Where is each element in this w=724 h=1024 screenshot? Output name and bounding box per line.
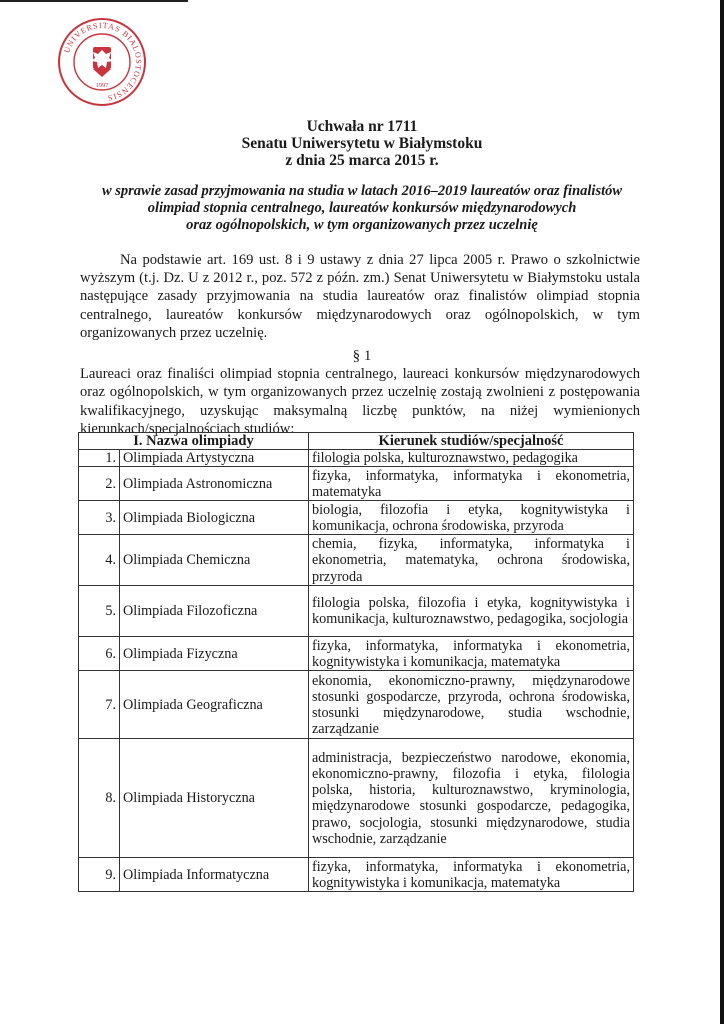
olympiad-name: Olimpiada Historyczna: [120, 739, 309, 858]
scan-top-line: [0, 0, 188, 2]
olympiad-name: Olimpiada Fizyczna: [120, 637, 309, 671]
field-of-study: filologia polska, filozofia i etyka, kognitywistyka i komunikacja, kulturoznawstwo, pedagogika, socjologia: [309, 586, 634, 637]
section-paragraph: Laureaci oraz finaliści olimpiad stopnia centralnego, laureaci konkursów międzynarodowych oraz ogólnopolskich, w tym organizowanych przez uczelnię zostają zwolnieni z postępowania kwalifikacyjnego, uzyskując maksymalną liczbę punktów, na niżej wymienionych kierunkach/specjalnościach studiów:: [80, 366, 640, 438]
university-seal: [57, 17, 147, 107]
field-of-study: fizyka, informatyka, informatyka i ekonometria, matematyka: [309, 467, 634, 501]
row-number: 2.: [79, 467, 120, 501]
olympiad-name: Olimpiada Geograficzna: [120, 671, 309, 739]
table-row: [79, 637, 634, 671]
field-of-study: fizyka, informatyka, informatyka i ekonometria, kognitywistyka i komunikacja, matematyka: [309, 858, 634, 892]
field-of-study: chemia, fizyka, informatyka, informatyka i ekonometria, matematyka, ochrona środowiska, przyroda: [309, 535, 634, 586]
table-row: [79, 467, 634, 501]
seal-text: UNIVERSITAS BIALOSTOCENSIS: [62, 20, 144, 103]
preamble-paragraph: Na podstawie art. 169 ust. 8 i 9 ustawy z dnia 27 lipca 2005 r. Prawo o szkolnictwie wyższym (t.j. Dz. U z 2012 r., poz. 572 z późn. zm.) Senat Uniwersytetu w Białymstoku ustala następujące zasady przyjmowania na studia laureatów oraz finalistów olimpiad stopnia centralnego, laureatów konkursów międzynarodowych oraz ogólnopolskich, w tym organizowanych przez uczelnię.: [80, 251, 640, 342]
table-row: [79, 535, 634, 586]
field-of-study: filologia polska, kulturoznawstwo, pedagogika: [309, 450, 634, 467]
header-field-of-study: Kierunek studiów/specjalność: [309, 433, 634, 450]
row-number: 7.: [79, 671, 120, 739]
row-number: 3.: [79, 501, 120, 535]
table-row: [79, 671, 634, 739]
table-row: [79, 450, 634, 467]
subject-line-2: olimpiad stopnia centralnego, laureatów konkursów międzynarodowych: [147, 200, 577, 216]
olympiad-table: [78, 432, 634, 892]
eagle-emblem: [91, 47, 113, 77]
senate-name: Senatu Uniwersytetu w Białymstoku: [241, 135, 483, 152]
row-number: 4.: [79, 535, 120, 586]
row-number: 1.: [79, 450, 120, 467]
olympiad-name: Olimpiada Biologiczna: [120, 501, 309, 535]
table-row: [79, 739, 634, 858]
seal-year: 1997: [95, 82, 109, 89]
row-number: 6.: [79, 637, 120, 671]
olympiad-name: Olimpiada Chemiczna: [120, 535, 309, 586]
table-header-row: [79, 433, 634, 450]
olympiad-name: Olimpiada Informatyczna: [120, 858, 309, 892]
field-of-study: biologia, filozofia i etyka, kognitywistyka i komunikacja, ochrona środowiska, przyroda: [309, 501, 634, 535]
table-row: [79, 501, 634, 535]
subject-line-1: w sprawie zasad przyjmowania na studia w latach 2016–2019 laureatów oraz finalistów: [101, 183, 623, 199]
row-number: 8.: [79, 739, 120, 858]
olympiad-name: Olimpiada Artystyczna: [120, 450, 309, 467]
subject-line-3: oraz ogólnopolskich, w tym organizowanych przez uczelnię: [186, 217, 538, 233]
section-mark: § 1: [352, 348, 372, 364]
table-row: [79, 858, 634, 892]
olympiad-name: Olimpiada Astronomiczna: [120, 467, 309, 501]
field-of-study: administracja, bezpieczeństwo narodowe, ekonomia, ekonomiczno-prawny, filozofia i etyka, filologia polska, historia, kulturoznawstwo, kryminologia, międzynarodowe stosunki gospodarcze, pedagogika, prawo, socjologia, stosunki międzynarodowe, studia wschodnie, zarządzanie: [309, 739, 634, 858]
resolution-number: Uchwała nr 1711: [306, 118, 418, 135]
field-of-study: ekonomia, ekonomiczno-prawny, międzynarodowe stosunki gospodarcze, przyroda, ochrona środowiska, stosunki międzynarodowe, studia wschodnie, zarządzanie: [309, 671, 634, 739]
field-of-study: fizyka, informatyka, informatyka i ekonometria, kognitywistyka i komunikacja, matematyka: [309, 637, 634, 671]
table-row: [79, 586, 634, 637]
row-number: 5.: [79, 586, 120, 637]
olympiad-name: Olimpiada Filozoficzna: [120, 586, 309, 637]
header-olympiad-name: I. Nazwa olimpiady: [79, 433, 309, 450]
resolution-date: z dnia 25 marca 2015 r.: [285, 152, 439, 169]
row-number: 9.: [79, 858, 120, 892]
